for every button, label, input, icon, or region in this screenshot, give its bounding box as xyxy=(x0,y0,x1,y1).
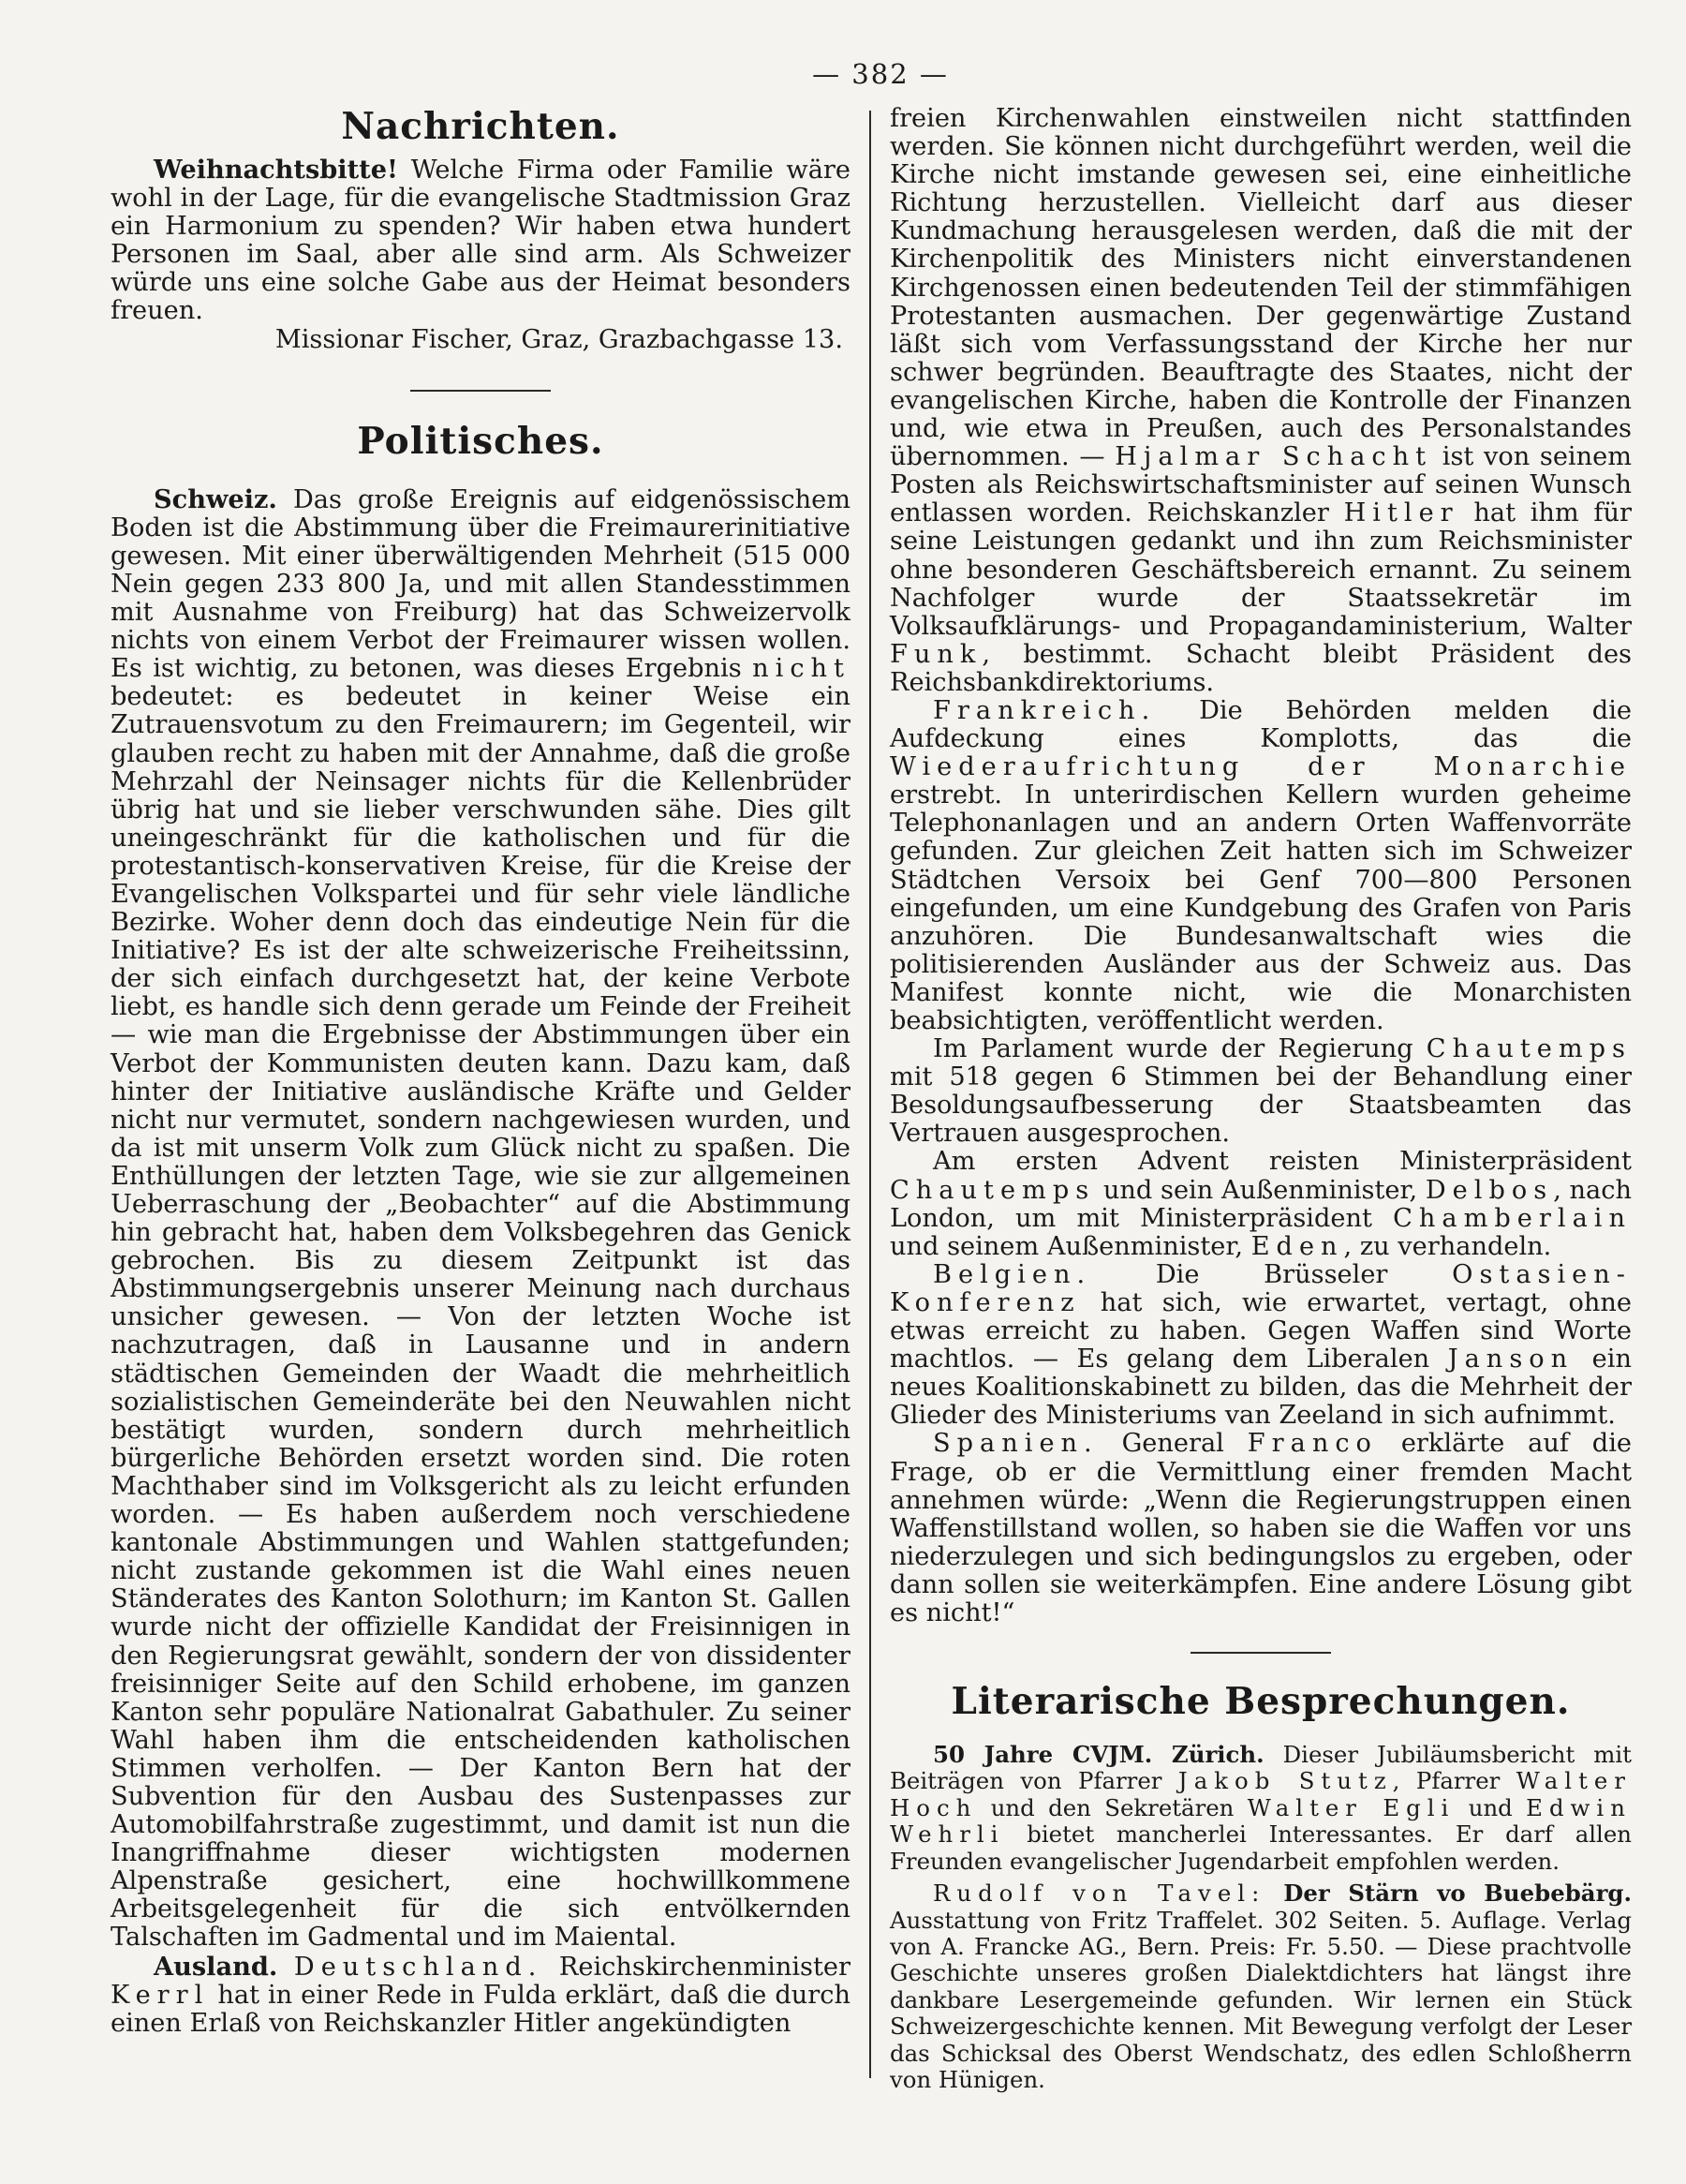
weihnacht-text: Welche Firma oder Familie wäre wohl in der Lage, für die evangelische Stadtmission Graz ein Harmonium zu spenden? Wir haben etwa hundert Personen im Saal, aber alle sind arm. Als Schweizer würde uns eine solche Gabe aus der Heimat besonders freuen. xyxy=(111,156,850,326)
spanien-heading: Spanien. xyxy=(933,1429,1099,1459)
signature: Missionar Fischer, Graz, Grazbachgasse 13. xyxy=(274,324,843,354)
text-run: General xyxy=(1121,1429,1224,1459)
name-chautemps-2: Chautemps xyxy=(890,1175,1096,1205)
text-run: Die Brüsseler xyxy=(1155,1259,1388,1289)
review-tavel xyxy=(890,1880,1632,2093)
text-run: freien Kirchenwahlen einstweilen nicht stattfinden werden. Sie können nicht durchgeführt werden, weil die Kirche nicht imstande gewesen sei, eine einheitliche Richtung herzustellen. Vielleicht darf aus dieser Kundmachung herausgelesen werden, daß die mit der Kirchenpolitik des Ministers nicht einverstandenen Kirchgenossen einen bedeutenden Teil der stimmfähigen Protestanten ausmachen. Der gegenwärtige Zustand läßt sich vom Verfassungsstand der Kirche her nur schwer begründen. Beauftragte des Staates, nicht der evangelischen Kirche, haben die Kontrolle der Finanzen und, wie etwa in Preußen, auch des Personalstandes übernommen. — xyxy=(890,104,1632,472)
schweiz-text-b: bedeutet: es bedeutet in keiner Weise ein Zutrauensvotum zu den Freimaurern; im Gegenteil, wir glauben recht zu haben mit der Annahme, daß die große Mehrzahl der Neinsager nichts für die Kellenbrüder übrig hat und sie lieber verschwunden sähe. Dies gilt uneingeschränkt für die katholischen und für die protestantisch-konservativen Kreise, für die Kreise der Evangelischen Volkspartei und für sehr viele ländliche Bezirke. Woher denn doch das eindeutige Nein für die Initiative? Es ist der alte schweizerische Freiheitssinn, der sich einfach durchgesetzt hat, der keine Verbote liebt, es handle sich denn gerade um Feinde der Freiheit — wie man die Ergebnisse der Abstimmungen über ein Verbot der Kommunisten deuten kann. Dazu kam, daß hinter der Initiative ausländische Kräfte und Gelder nicht nur vermutet, sondern nachgewiesen wurden, und da ist mit unserm Volk zum Glück nicht zu spaßen. Die Enthüllungen der letzten Tage, wie sie zur allgemeinen Ueberraschung der „Beobachter“ auf die Abstimmung hin gebracht hat, haben dem Volksbegehren das Genick gebrochen. Bis zu diesem Zeitpunkt ist das Abstimmungsergebnis unserer Meinung nach durchaus unsicher gewesen. — Von der letzten Woche ist nachzutragen, daß in Lausanne und in andern städtischen Gemeinden der Waadt die mehrheitlich sozialistischen Gemeinderäte bei den Neuwahlen nicht bestätigt wurden, sondern durch mehrheitlich bürgerliche Behörden ersetzt worden sind. Die roten Machthaber sind im Volksgericht als zu leicht erfunden worden. — Es haben außerdem noch verschiedene kantonale Abstimmungen und Wahlen stattgefunden; nicht zustande gekommen ist die Wahl eines neuen Ständerates des Kanton Solothurn; im Kanton St. Gallen wurde nicht der offizielle Kandidat der Freisinnigen in den Regierungsrat gewählt, sondern der von dissidenter freisinniger Seite auf den Schild erhobene, im ganzen Kanton sehr populäre Nationalrat Gabathuler. Zu seiner Wahl haben ihm die entscheidenden katholischen Stimmen verholfen. — Der Kanton Bern hat der Subvention für den Ausbau des Sustenpasses zur Automobilfahrstraße zugestimmt, und damit ist nun die Inangriffnahme dieser wichtigsten modernen Alpenstraße gesichert, eine hochwillkommene Arbeitsgelegenheit für die sich entvölkernden Talschaften im Gadmental und im Maiental. xyxy=(111,682,850,1953)
text-run: Dieser Jubiläumsbericht mit Beiträgen von Pfarrer xyxy=(890,1741,1632,1795)
section-title-nachrichten: Nachrichten. xyxy=(341,105,620,148)
name-hoch: Walter Hoch xyxy=(890,1767,1632,1821)
name-schacht: Hjalmar Schacht xyxy=(1115,442,1433,472)
schweiz-lead: Schweiz. xyxy=(154,483,277,514)
review-cvjm-title: 50 Jahre CVJM. Zürich. xyxy=(933,1741,1264,1769)
deutschland-paragraph xyxy=(890,105,1632,697)
weihnacht-lead: Weihnachtsbitte! xyxy=(154,155,398,185)
text-run: , nach London, um mit Ministerpräsident xyxy=(890,1175,1632,1233)
separator-rule xyxy=(410,390,551,392)
belgien-heading: Belgien. xyxy=(933,1259,1092,1289)
text-run: Ausstattung von Fritz Traffelet. 302 Seiten. 5. Auflage. Verlag von A. Francke AG., Bern. Preis: Fr. 5.50. — Diese prachtvolle Geschichte unseres großen Dialektdichters hat längst ihre dankbare Lesergemeinde gefunden. Wir lernen ein Stück Schweizergeschichte kennen. Mit Bewegung verfolgt der Leser das Schicksal des Oberst Wendschatz, des edlen Schloßherrn von Hünigen. xyxy=(890,1906,1632,2093)
schweiz-paragraph xyxy=(111,485,850,1953)
ostasien-konferenz: Ostasien-Konferenz xyxy=(890,1259,1632,1317)
page-number: — 382 — xyxy=(812,58,949,90)
belgien-paragraph xyxy=(890,1261,1632,1431)
review-cvjm xyxy=(890,1742,1632,1875)
name-funk: Funk xyxy=(890,639,983,669)
name-stutz: Jakob Stutz xyxy=(1177,1767,1393,1795)
text-run: erklärte auf die Frage, ob er die Vermittlung einer fremden Macht annehmen würde: „Wenn die Regierungstruppen einen Waffenstillstand wollen, so haben sie die Waffen vor uns niederzulegen und sich bedingungslos zu ergeben, oder dann sollen sie weiterkämpfen. Eine andere Lösung gibt es nicht!“ xyxy=(890,1429,1632,1627)
ausland-paragraph xyxy=(111,1953,850,2038)
wiederaufrichtung: Wiederaufrichtung der Monarchie xyxy=(890,752,1632,782)
spanien-paragraph xyxy=(890,1430,1632,1627)
text-run: Am ersten Advent reisten Ministerpräsident xyxy=(933,1147,1632,1177)
text-run: und xyxy=(1468,1793,1513,1821)
text-run: hat sich, wie erwartet, vertagt, ohne etwas erreicht zu haben. Gegen Waffen sind Worte machtlos. — Es gelang dem Liberalen xyxy=(890,1287,1632,1374)
frankreich-paragraph xyxy=(890,697,1632,1035)
name-chamberlain: Chamberlain xyxy=(1393,1203,1632,1233)
text-run: ist von seinem Posten als Reichswirtschaftsminister auf seinen Wunsch entlassen worden. Reichskanzler xyxy=(890,442,1632,528)
schweiz-nicht: nicht xyxy=(752,654,850,684)
weihnacht-paragraph xyxy=(111,156,850,326)
name-hitler: Hitler xyxy=(1343,498,1459,528)
text-run: und seinem Außenminister, xyxy=(890,1231,1244,1261)
advent-paragraph xyxy=(890,1148,1632,1260)
name-kerrl: Kerrl xyxy=(111,1980,210,2010)
text-run: Im Parlament wurde der Regierung xyxy=(933,1034,1413,1064)
right-column xyxy=(890,105,1632,2093)
deutschland-heading: Deutschland. xyxy=(293,1952,543,1982)
name-egli: Walter Egli xyxy=(1247,1793,1456,1821)
name-chautemps: Chautemps xyxy=(1426,1034,1632,1064)
text-run: ein neues Koalitionskabinett zu bilden, das die Mehrheit der Glieder des Ministeriums van Zeeland in sich aufnimmt. xyxy=(890,1345,1632,1431)
ausland-lead: Ausland. xyxy=(154,1951,278,1982)
name-janson: Janson xyxy=(1447,1345,1575,1374)
left-column xyxy=(111,103,850,2038)
parlament-paragraph xyxy=(890,1035,1632,1148)
text-run: und den Sekretären xyxy=(990,1793,1235,1821)
text-run: mit 518 gegen 6 Stimmen bei der Behandlung einer Besoldungsaufbesserung der Staatsbeamten das Vertrauen ausgesprochen. xyxy=(890,1062,1632,1149)
column-divider xyxy=(869,111,871,2078)
text-run: Die Behörden melden die Aufdeckung eines Komplotts, das die xyxy=(890,695,1632,754)
section-title-literarische: Literarische Besprechungen. xyxy=(951,1680,1571,1724)
text-run: und sein Außenminister, xyxy=(1102,1175,1418,1205)
section-title-politisches: Politisches. xyxy=(357,419,604,463)
name-eden: Eden xyxy=(1250,1231,1344,1261)
text-run: , zu verhandeln. xyxy=(1343,1231,1552,1261)
text-run: , bestimmt. Schacht bleibt Präsident des Reichsbankdirektoriums. xyxy=(890,639,1632,697)
review-tavel-title: Der Stärn vo Buebebärg. xyxy=(1283,1879,1632,1908)
text-run: bietet mancherlei Interessantes. Er darf allen Freunden evangelischer Jugendarbeit empfohlen werden. xyxy=(890,1820,1632,1875)
separator-rule-right xyxy=(1191,1652,1331,1654)
name-wehrli: Edwin Wehrli xyxy=(890,1793,1632,1849)
frankreich-heading: Frankreich. xyxy=(933,695,1157,725)
ausland-text-b: hat in einer Rede in Fulda erklärt, daß die durch einen Erlaß von Reichskanzler Hitler angekündigten xyxy=(111,1980,850,2038)
schweiz-text-a: Das große Ereignis auf eidgenössischem Boden ist die Abstimmung über die Freimaurerinitiative gewesen. Mit einer überwältigenden Mehrheit (515 000 Nein gegen 233 800 Ja, und mit allen Standesstimmen mit Ausnahme von Freiburg) hat das Schweizervolk nichts von einem Verbot der Freimaurer wissen wollen. Es ist wichtig, zu betonen, was dieses Ergebnis xyxy=(111,484,850,684)
name-delbos: Delbos xyxy=(1425,1175,1554,1205)
text-run: hat ihm für seine Leistungen gedankt und ihn zum Reichsminister ohne besonderen Geschäftsbereich ernannt. Zu seinem Nachfolger wurde der Staatssekretär im Volksaufklärungs- und Propagandaministerium, Walter xyxy=(890,498,1632,641)
text-run: , Pfarrer xyxy=(1392,1767,1501,1795)
author-tavel: Rudolf von Tavel: xyxy=(933,1879,1266,1908)
name-franco: Franco xyxy=(1247,1429,1378,1459)
text-run: erstrebt. In unterirdischen Kellern wurden geheime Telephonanlagen und an andern Orten Waffenvorräte gefunden. Zur gleichen Zeit hatten sich im Schweizer Städtchen Versoix bei Genf 700—800 Personen eingefunden, um eine Kundgebung des Grafen von Paris anzuhören. Die Bundesanwaltschaft wies die politisierenden Ausländer aus der Schweiz aus. Das Manifest konnte nicht, wie die Monarchisten beabsichtigten, veröffentlicht werden. xyxy=(890,780,1632,1035)
ausland-text-a: Reichskirchenminister xyxy=(558,1952,850,1982)
